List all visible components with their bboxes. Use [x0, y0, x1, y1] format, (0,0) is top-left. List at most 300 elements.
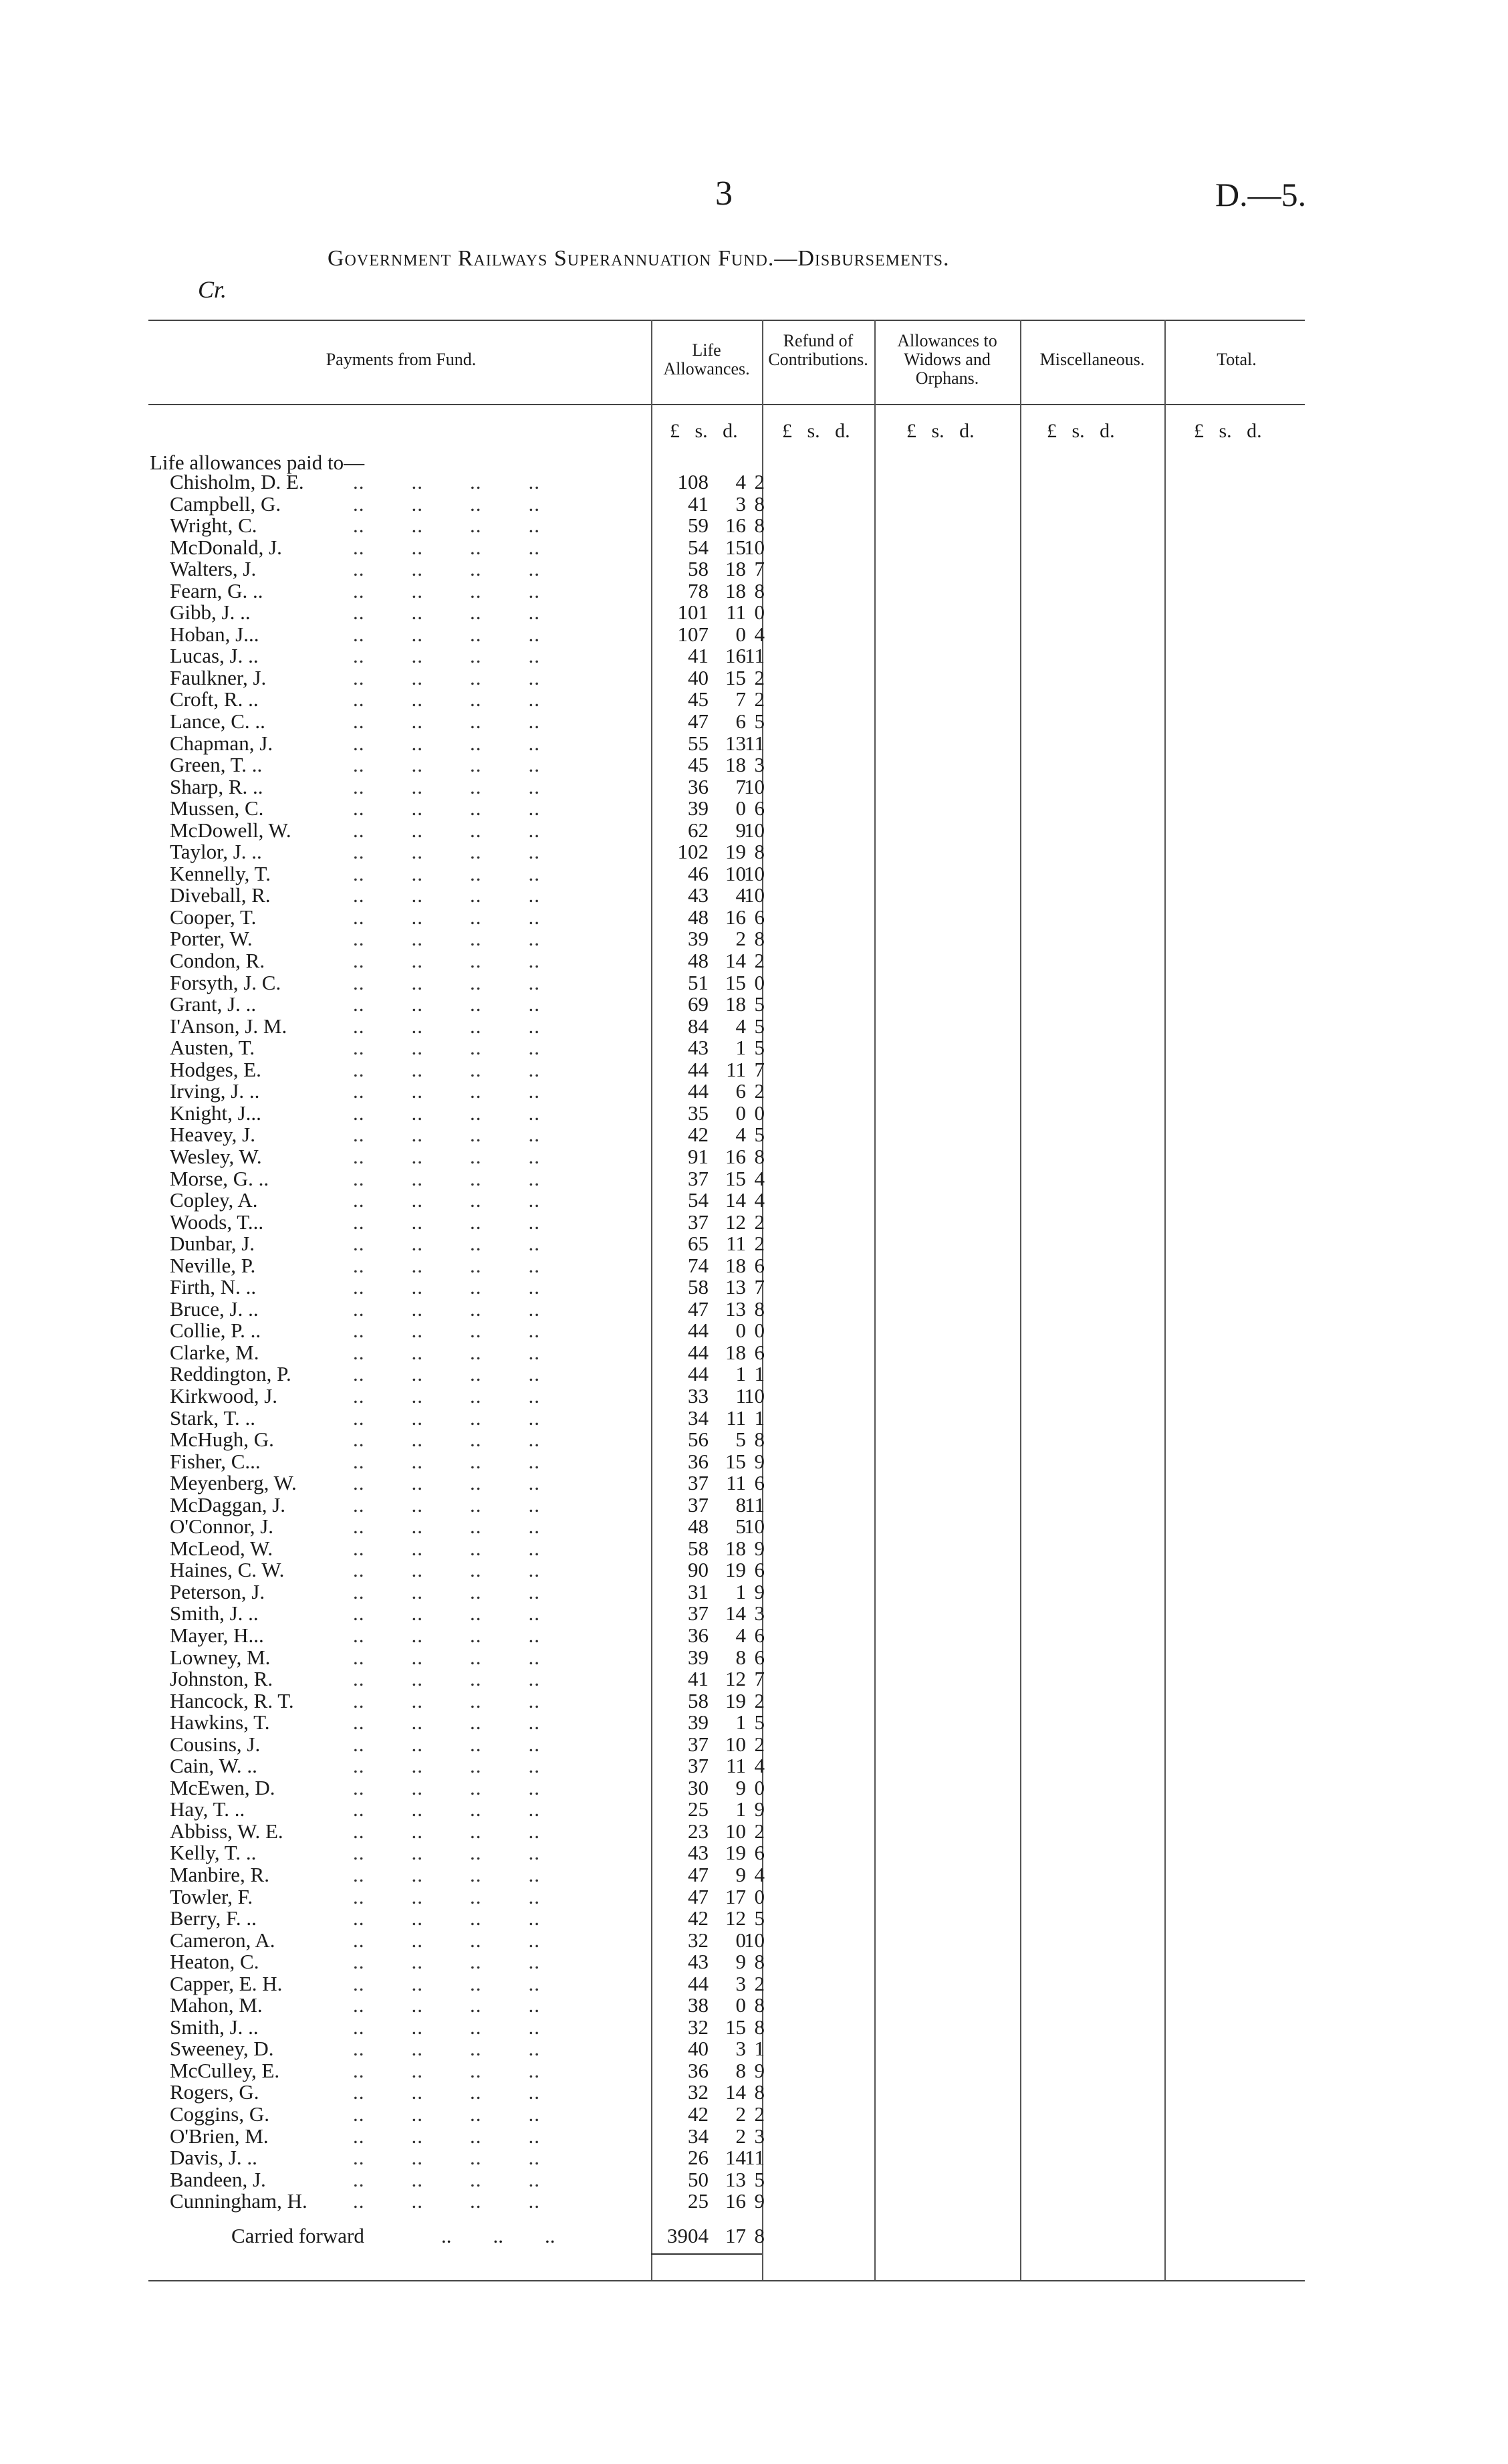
page-reference: D.—5.: [1215, 176, 1307, 213]
amount-pounds: 37: [688, 1601, 709, 1626]
leader-dots: .. .. .. ..: [353, 1319, 540, 1343]
leader-dots: .. .. .. ..: [353, 1819, 540, 1843]
leader-dots: .. .. .. ..: [353, 970, 540, 994]
amount-shillings: 16: [725, 514, 746, 538]
amount-shillings: 14: [725, 949, 746, 973]
recipient-name: McDonald, J.: [170, 535, 282, 559]
amount-pence: 7: [754, 1057, 765, 1081]
amount-shillings: 12: [725, 1906, 746, 1930]
leader-dots: .. .. .. ..: [353, 2102, 540, 2126]
amount-pounds: 30: [688, 1775, 709, 1799]
section-heading: Life allowances paid to—: [150, 451, 365, 474]
amount-pence: 5: [754, 1710, 765, 1734]
table-row: [0, 2126, 1508, 2148]
amount-shillings: 14: [725, 1601, 746, 1626]
amount-pounds: 69: [688, 992, 709, 1016]
amount-pence: 0: [754, 1319, 765, 1343]
amount-pence: 4: [754, 1754, 765, 1778]
amount-shillings: 12: [725, 1667, 746, 1691]
leader-dots: .. .. .. ..: [353, 1449, 540, 1473]
amount-pounds: 54: [688, 1188, 709, 1212]
table-row: [0, 1320, 1508, 1342]
table-row: [0, 2104, 1508, 2126]
amount-pence: 10: [744, 535, 765, 559]
leader-dots: .. .. .. ..: [353, 1275, 540, 1299]
amount-pounds: 37: [688, 1492, 709, 1517]
recipient-name: Haines, C. W.: [170, 1558, 285, 1582]
amount-shillings: 3: [735, 491, 746, 516]
recipient-name: Stark, T. ..: [170, 1406, 256, 1430]
money-units-widows: £ s. d.: [906, 420, 975, 442]
recipient-name: Condon, R.: [170, 949, 265, 973]
table-row: [0, 624, 1508, 646]
table-row: [0, 1842, 1508, 1864]
carried-forward-shillings: 17: [725, 2224, 746, 2247]
amount-pounds: 36: [688, 1449, 709, 1473]
amount-pence: 0: [754, 1101, 765, 1125]
amount-pence: 6: [754, 1340, 765, 1364]
leader-dots: .. .. .. ..: [353, 1101, 540, 1125]
leader-dots: .. .. .. ..: [353, 840, 540, 864]
amount-pounds: 23: [688, 1819, 709, 1843]
amount-pence: 0: [754, 1775, 765, 1799]
column-header-widows-orphans: Allowances to Widows and Orphans.: [897, 331, 997, 388]
recipient-name: Faulkner, J.: [170, 665, 267, 689]
table-row: [0, 1538, 1508, 1560]
amount-pounds: 36: [688, 1623, 709, 1647]
leader-dots: .. .. .. ..: [353, 1601, 540, 1626]
recipient-name: Lance, C. ..: [170, 709, 265, 734]
carried-forward-label: Carried forward: [231, 2224, 364, 2247]
amount-shillings: 11: [726, 1232, 746, 1256]
page-number: 3: [715, 175, 733, 213]
recipient-name: Kelly, T. ..: [170, 1841, 257, 1865]
table-row: [0, 1886, 1508, 1908]
table-row: [0, 820, 1508, 842]
amount-pounds: 25: [688, 1797, 709, 1821]
amount-pounds: 42: [688, 2102, 709, 2126]
amount-pounds: 47: [688, 1863, 709, 1886]
amount-pence: 0: [754, 600, 765, 625]
recipient-name: Dunbar, J.: [170, 1232, 255, 1256]
table-row: [0, 1516, 1508, 1538]
amount-pounds: 54: [688, 535, 709, 559]
amount-pence: 5: [754, 1123, 765, 1147]
amount-pounds: 36: [688, 2058, 709, 2082]
amount-pounds: 58: [688, 557, 709, 581]
table-row: [0, 1124, 1508, 1146]
money-units-refund: £ s. d.: [782, 420, 850, 442]
leader-dots: .. .. .. ..: [353, 1971, 540, 1995]
amount-shillings: 2: [735, 927, 746, 951]
amount-shillings: 0: [735, 1101, 746, 1125]
table-row: [0, 1821, 1508, 1843]
amount-shillings: 15: [725, 1166, 746, 1190]
amount-shillings: 0: [735, 1928, 746, 1952]
amount-shillings: 4: [735, 1123, 746, 1147]
amount-pounds: 91: [688, 1144, 709, 1168]
amount-pounds: 40: [688, 665, 709, 689]
recipient-name: Sharp, R. ..: [170, 774, 263, 798]
recipient-name: McEwen, D.: [170, 1775, 275, 1799]
table-row: [0, 1059, 1508, 1081]
table-row: [0, 689, 1508, 711]
recipient-name: Walters, J.: [170, 557, 257, 581]
amount-pence: 9: [754, 2058, 765, 2082]
amount-shillings: 15: [725, 2015, 746, 2039]
table-row: [0, 1168, 1508, 1190]
recipient-name: Hancock, R. T.: [170, 1688, 294, 1712]
amount-pence: 8: [754, 514, 765, 538]
recipient-name: Woods, T...: [170, 1210, 264, 1234]
amount-pence: 10: [744, 1515, 765, 1539]
recipient-name: Kirkwood, J.: [170, 1383, 278, 1408]
leader-dots: .. .. .. ..: [353, 1579, 540, 1603]
amount-pence: 6: [754, 1645, 765, 1669]
amount-shillings: 1: [735, 1797, 746, 1821]
amount-shillings: 19: [725, 1841, 746, 1865]
leader-dots: .. .. .. ..: [353, 861, 540, 885]
amount-pounds: 37: [688, 1210, 709, 1234]
amount-shillings: 11: [726, 1754, 746, 1778]
amount-shillings: 16: [725, 2189, 746, 2213]
leader-dots: .. .. .. ..: [353, 2080, 540, 2104]
amount-pounds: 36: [688, 774, 709, 798]
page-title: Government Railways Superannuation Fund.—Disbursements.: [328, 246, 950, 271]
amount-pence: 10: [744, 818, 765, 842]
leader-dots: .. .. .. ..: [353, 1253, 540, 1277]
leader-dots: .. .. .. ..: [353, 1775, 540, 1799]
amount-shillings: 1: [735, 1579, 746, 1603]
amount-pounds: 55: [688, 731, 709, 755]
recipient-name: Berry, F. ..: [170, 1906, 257, 1930]
column-header-life-allowances: Life Allowances.: [663, 340, 750, 378]
amount-pence: 8: [754, 1297, 765, 1321]
amount-shillings: 2: [735, 2124, 746, 2148]
leader-dots: .. .. .. ..: [353, 1558, 540, 1582]
table-row: [0, 1255, 1508, 1277]
amount-shillings: 9: [735, 818, 746, 842]
table-row: [0, 1973, 1508, 1995]
recipient-name: Chisholm, D. E.: [170, 470, 304, 493]
leader-dots: .. .. .. ..: [353, 1210, 540, 1234]
recipient-name: Diveball, R.: [170, 883, 271, 907]
recipient-name: Campbell, G.: [170, 491, 281, 516]
amount-pence: 3: [754, 753, 765, 777]
amount-pence: 2: [754, 687, 765, 711]
recipient-name: Hay, T. ..: [170, 1797, 245, 1821]
amount-pounds: 78: [688, 578, 709, 602]
amount-pence: 2: [754, 1732, 765, 1756]
table-row: [0, 1581, 1508, 1603]
amount-shillings: 10: [725, 861, 746, 885]
amount-pounds: 58: [688, 1688, 709, 1712]
recipient-name: Grant, J. ..: [170, 992, 257, 1016]
table-row: [0, 1951, 1508, 1973]
leader-dots: .. .. ..: [441, 2224, 555, 2247]
table-row: [0, 558, 1508, 580]
recipient-name: Rogers, G.: [170, 2080, 259, 2104]
leader-dots: .. .. .. ..: [353, 470, 540, 493]
amount-pounds: 34: [688, 1406, 709, 1430]
table-row: [0, 1385, 1508, 1408]
amount-shillings: 13: [725, 731, 746, 755]
amount-pounds: 33: [688, 1383, 709, 1408]
table-row: [0, 1212, 1508, 1234]
recipient-name: Forsyth, J. C.: [170, 970, 281, 994]
table-row: [0, 1712, 1508, 1734]
amount-pounds: 39: [688, 1710, 709, 1734]
amount-shillings: 11: [726, 1406, 746, 1430]
table-row: [0, 515, 1508, 537]
amount-pounds: 44: [688, 1079, 709, 1103]
amount-shillings: 4: [735, 883, 746, 907]
table-row: [0, 2017, 1508, 2039]
recipient-name: Smith, J. ..: [170, 2015, 259, 2039]
recipient-name: Davis, J. ..: [170, 2146, 257, 2170]
leader-dots: .. .. .. ..: [353, 1841, 540, 1865]
recipient-name: Firth, N. ..: [170, 1275, 257, 1299]
amount-pence: 1: [754, 2037, 765, 2061]
amount-pounds: 51: [688, 970, 709, 994]
column-header-payments: Payments from Fund.: [326, 350, 477, 369]
amount-pence: 8: [754, 1428, 765, 1452]
amount-pence: 8: [754, 2080, 765, 2104]
recipient-name: Cooper, T.: [170, 905, 257, 929]
amount-shillings: 15: [725, 535, 746, 559]
amount-pence: 3: [754, 1601, 765, 1626]
amount-pounds: 90: [688, 1558, 709, 1582]
table-row: [0, 1647, 1508, 1669]
leader-dots: .. .. .. ..: [353, 2015, 540, 2039]
amount-pounds: 42: [688, 1906, 709, 1930]
leader-dots: .. .. .. ..: [353, 1144, 540, 1168]
recipient-name: Coggins, G.: [170, 2102, 269, 2126]
leader-dots: .. .. .. ..: [353, 1079, 540, 1103]
leader-dots: .. .. .. ..: [353, 1166, 540, 1190]
table-row: [0, 580, 1508, 602]
table-row: [0, 1734, 1508, 1756]
amount-pounds: 56: [688, 1428, 709, 1452]
leader-dots: .. .. .. ..: [353, 1688, 540, 1712]
column-header-miscellaneous: Miscellaneous.: [1039, 350, 1145, 369]
amount-pounds: 48: [688, 949, 709, 973]
table-bottom-rule: [148, 2280, 1305, 2281]
leader-dots: .. .. .. ..: [353, 1536, 540, 1560]
amount-pence: 2: [754, 1688, 765, 1712]
leader-dots: .. .. .. ..: [353, 491, 540, 516]
amount-pence: 5: [754, 1906, 765, 1930]
recipient-name: Cameron, A.: [170, 1928, 275, 1952]
leader-dots: .. .. .. ..: [353, 514, 540, 538]
leader-dots: .. .. .. ..: [353, 1928, 540, 1952]
amount-pence: 6: [754, 796, 765, 820]
leader-dots: .. .. .. ..: [353, 600, 540, 625]
table-row: [0, 733, 1508, 755]
recipient-name: Lucas, J. ..: [170, 644, 259, 668]
amount-shillings: 1: [735, 1383, 746, 1408]
table-row: [0, 1451, 1508, 1473]
amount-shillings: 14: [725, 2080, 746, 2104]
leader-dots: .. .. .. ..: [353, 1710, 540, 1734]
amount-pounds: 107: [677, 622, 709, 646]
amount-shillings: 7: [735, 687, 746, 711]
amount-pounds: 84: [688, 1014, 709, 1038]
amount-pence: 6: [754, 905, 765, 929]
leader-dots: .. .. .. ..: [353, 1993, 540, 2017]
amount-pence: 4: [754, 1188, 765, 1212]
money-units-life: £ s. d.: [670, 420, 738, 442]
table-row: [0, 667, 1508, 689]
recipient-name: Chapman, J.: [170, 731, 273, 755]
amount-pence: 8: [754, 491, 765, 516]
amount-pounds: 102: [677, 840, 709, 864]
table-row: [0, 1472, 1508, 1494]
amount-shillings: 18: [725, 1253, 746, 1277]
leader-dots: .. .. .. ..: [353, 665, 540, 689]
amount-shillings: 5: [735, 1515, 746, 1539]
amount-pounds: 37: [688, 1471, 709, 1495]
leader-dots: .. .. .. ..: [353, 2146, 540, 2170]
table-row: [0, 602, 1508, 624]
recipient-name: Mussen, C.: [170, 796, 264, 820]
amount-pounds: 34: [688, 2124, 709, 2148]
leader-dots: .. .. .. ..: [353, 578, 540, 602]
amount-shillings: 19: [725, 840, 746, 864]
recipient-name: Capper, E. H.: [170, 1971, 283, 1995]
leader-dots: .. .. .. ..: [353, 1667, 540, 1691]
amount-pounds: 58: [688, 1536, 709, 1560]
amount-pence: 9: [754, 2189, 765, 2213]
amount-pence: 10: [744, 861, 765, 885]
amount-shillings: 7: [735, 774, 746, 798]
leader-dots: .. .. .. ..: [353, 2058, 540, 2082]
amount-pence: 10: [744, 1928, 765, 1952]
recipient-name: Knight, J...: [170, 1101, 261, 1125]
leader-dots: .. .. .. ..: [353, 1383, 540, 1408]
table-row: [0, 1146, 1508, 1168]
amount-shillings: 13: [725, 1297, 746, 1321]
table-row: [0, 1559, 1508, 1581]
amount-pence: 6: [754, 1623, 765, 1647]
amount-pounds: 40: [688, 2037, 709, 2061]
amount-pence: 2: [754, 1079, 765, 1103]
recipient-name: Manbire, R.: [170, 1863, 269, 1886]
recipient-name: Cain, W. ..: [170, 1754, 257, 1778]
recipient-name: Meyenberg, W.: [170, 1471, 297, 1495]
table-row: [0, 1494, 1508, 1517]
header-bottom-rule: [148, 404, 1305, 405]
table-row: [0, 1625, 1508, 1647]
amount-pence: 7: [754, 1667, 765, 1691]
leader-dots: .. .. .. ..: [353, 644, 540, 668]
table-row: [0, 2038, 1508, 2060]
amount-pounds: 47: [688, 709, 709, 734]
amount-pounds: 25: [688, 2189, 709, 2213]
table-row: [0, 1408, 1508, 1430]
recipient-name: Cunningham, H.: [170, 2189, 307, 2213]
recipient-name: Bandeen, J.: [170, 2167, 266, 2191]
amount-shillings: 0: [735, 1319, 746, 1343]
amount-shillings: 18: [725, 992, 746, 1016]
leader-dots: .. .. .. ..: [353, 1340, 540, 1364]
recipient-name: Clarke, M.: [170, 1340, 259, 1364]
amount-pounds: 44: [688, 1971, 709, 1995]
amount-pence: 8: [754, 927, 765, 951]
amount-pence: 5: [754, 1036, 765, 1060]
amount-shillings: 1: [735, 1362, 746, 1386]
amount-pence: 2: [754, 949, 765, 973]
amount-pounds: 46: [688, 861, 709, 885]
recipient-name: Taylor, J. ..: [170, 840, 262, 864]
amount-pence: 2: [754, 2102, 765, 2126]
recipient-name: McLeod, W.: [170, 1536, 273, 1560]
table-row: [0, 754, 1508, 776]
table-row: [0, 1016, 1508, 1038]
table-row: [0, 972, 1508, 994]
amount-pounds: 44: [688, 1057, 709, 1081]
leader-dots: .. .. .. ..: [353, 905, 540, 929]
amount-pounds: 59: [688, 514, 709, 538]
amount-shillings: 8: [735, 1492, 746, 1517]
table-row: [0, 885, 1508, 907]
amount-shillings: 11: [726, 1471, 746, 1495]
amount-pence: 8: [754, 2015, 765, 2039]
amount-shillings: 2: [735, 2102, 746, 2126]
table-row: [0, 928, 1508, 950]
leader-dots: .. .. .. ..: [353, 1732, 540, 1756]
recipient-name: Heaton, C.: [170, 1950, 259, 1974]
amount-pence: 5: [754, 992, 765, 1016]
table-row: [0, 1777, 1508, 1799]
amount-pounds: 50: [688, 2167, 709, 2191]
money-units-total: £ s. d.: [1194, 420, 1262, 442]
amount-pence: 10: [744, 774, 765, 798]
table-row: [0, 2082, 1508, 2104]
table-row: [0, 537, 1508, 559]
amount-shillings: 18: [725, 1536, 746, 1560]
table-row: [0, 2169, 1508, 2191]
amount-pence: 5: [754, 709, 765, 734]
amount-shillings: 14: [725, 1188, 746, 1212]
table-row: [0, 1363, 1508, 1385]
table-row: [0, 493, 1508, 516]
amount-pounds: 37: [688, 1732, 709, 1756]
leader-dots: .. .. .. ..: [353, 927, 540, 951]
leader-dots: .. .. .. ..: [353, 1362, 540, 1386]
table-row: [0, 1103, 1508, 1125]
recipient-name: Fearn, G. ..: [170, 578, 263, 602]
leader-dots: .. .. .. ..: [353, 1406, 540, 1430]
table-row: [0, 711, 1508, 733]
table-row: [0, 1864, 1508, 1886]
table-row: [0, 798, 1508, 820]
amount-pence: 11: [745, 731, 765, 755]
amount-pounds: 44: [688, 1319, 709, 1343]
table-row: [0, 1299, 1508, 1321]
amount-shillings: 10: [725, 1732, 746, 1756]
amount-shillings: 15: [725, 1449, 746, 1473]
carried-forward-pence: 8: [754, 2224, 765, 2247]
table-row: [0, 1233, 1508, 1255]
leader-dots: .. .. .. ..: [353, 1297, 540, 1321]
amount-pounds: 45: [688, 687, 709, 711]
amount-pence: 3: [754, 2124, 765, 2148]
amount-shillings: 18: [725, 753, 746, 777]
leader-dots: .. .. .. ..: [353, 687, 540, 711]
leader-dots: .. .. .. ..: [353, 2037, 540, 2061]
leader-dots: .. .. .. ..: [353, 774, 540, 798]
